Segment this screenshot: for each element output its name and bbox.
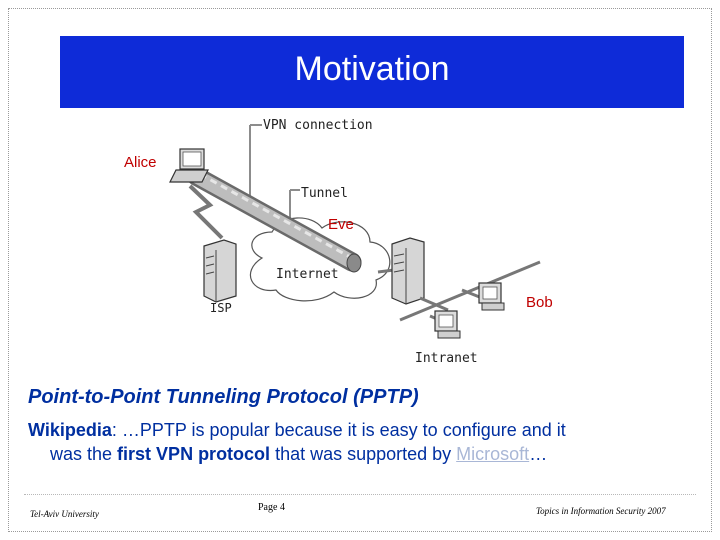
body-line1: : …PPTP is popular because it is easy to configure and it [111,420,566,440]
body-line2-start: was the [50,444,118,464]
intranet-label: Intranet [415,351,478,366]
body-line2 [28,442,688,466]
internet-cloud [250,218,389,301]
internet-label: Internet [276,267,339,282]
intranet-server-icon [392,238,424,304]
subheading: Point-to-Point Tunneling Protocol (PPTP) [28,386,419,408]
vpn-connection-label: VPN connection [263,118,373,133]
body-paragraph [28,418,688,466]
footer-course: Topics in Information Security 2007 [536,506,666,516]
workstation-icon [435,311,460,338]
footer-university: Tel-Aviv University [30,509,99,519]
slide-title: Motivation [294,50,450,88]
footer-divider [24,494,696,495]
footer-page-number: Page 4 [258,502,285,513]
body-line2-mid: that was supported by [270,444,457,464]
first-vpn-protocol: first VPN protocol [117,444,271,464]
wikipedia-label: Wikipedia [28,420,112,440]
alice-label: Alice [124,154,157,171]
workstation-icon [479,283,504,310]
isp-label: ISP [210,301,232,315]
tunnel-label: Tunnel [301,186,348,201]
bob-label: Bob [526,294,553,311]
body-ellipsis: … [529,444,548,464]
laptop-icon [170,149,208,182]
isp-server-icon [204,240,236,302]
eve-label: Eve [328,216,354,233]
microsoft-link[interactable]: Microsoft [456,444,530,464]
